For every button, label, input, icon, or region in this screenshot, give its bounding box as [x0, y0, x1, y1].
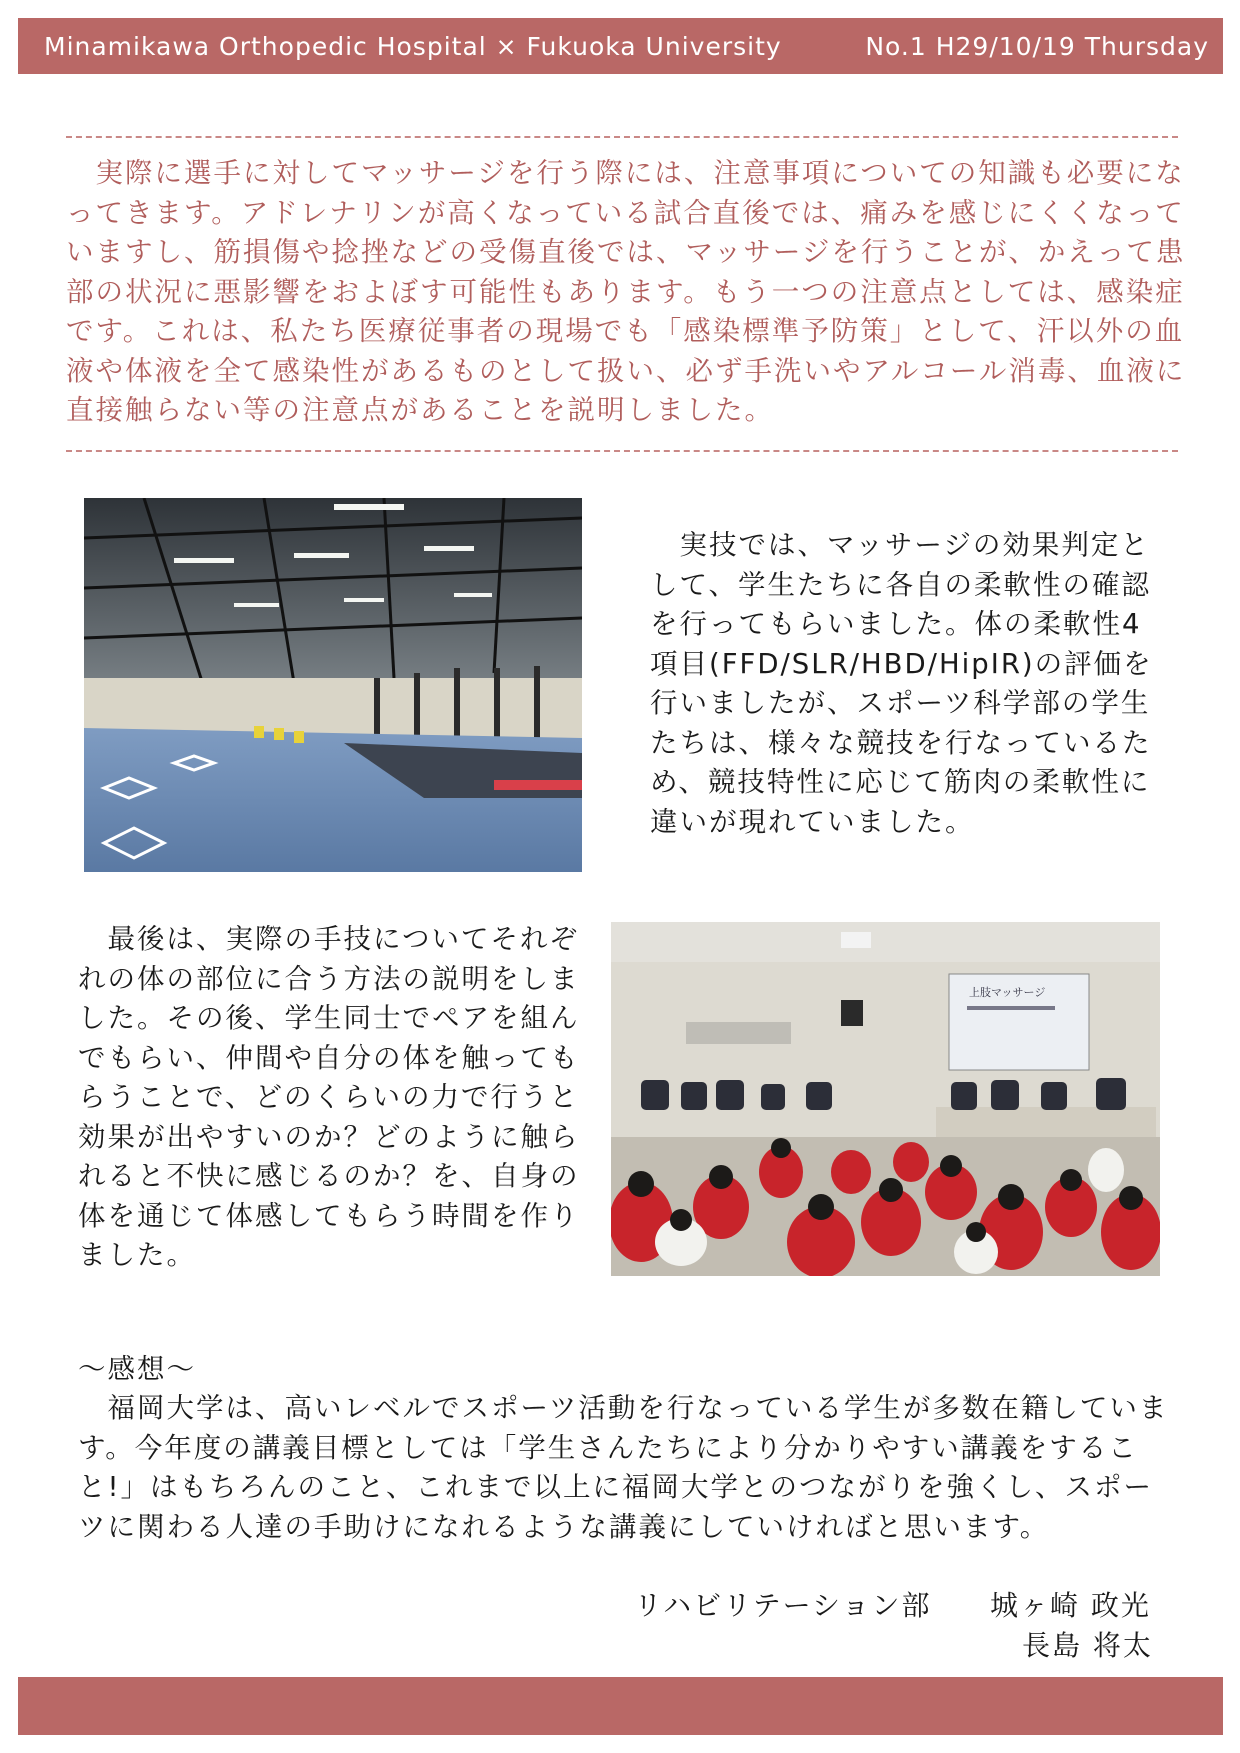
- intro-paragraph: 実際に選手に対してマッサージを行う際には、注意事項についての知識も必要になってきます。アドレナリンが高くなっている試合直後では、痛みを感じにくくなっていますし、筋損傷や捻挫などの受傷直後では、マッサージを行うことが、かえって患部の状況に悪影響をおよぼす可能性もあります。もう一つの注意点としては、感染症です。これは、私たち医療従事者の現場でも「感染標準予防策」として、汗以外の血液や体液を全て感染性があるものとして扱い、必ず手洗いやアルコール消毒、血液に直接触らない等の注意点があることを説明しました。: [66, 157, 1186, 426]
- header-bar: [18, 18, 1223, 74]
- technique-paragraph: 最後は、実際の手技についてそれぞれの体の部位に合う方法の説明をしました。その後、学生同士でペアを組んでもらい、仲間や自分の体を触ってもらうことで、どのくらいの力で行うと効果が出やすいのか？どのように触られると不快に感じるのか？を、自身の体を通じて体感してもらう時間を作りました。: [78, 923, 580, 1271]
- signature-department: リハビリテーション部: [634, 1589, 932, 1622]
- flexibility-paragraph: 実技では、マッサージの効果判定として、学生たちに各自の柔軟性の確認を行ってもらいました。体の柔軟性4 項目(FFD/SLR/HBD/HipIR)の評価を行いましたが、スポーツ科学部の学生たちは、様々な競技を行なっているため、競技特性に応じて筋肉の柔軟性に違いが現れていました。: [650, 529, 1153, 838]
- signature-name-2: 長島 将太: [1022, 1629, 1153, 1662]
- header-left-title: Minamikawa Orthopedic Hospital × Fukuoka University: [44, 31, 782, 61]
- impressions-paragraph: 福岡大学は、高いレベルでスポーツ活動を行なっている学生が多数在籍しています。今年度の講義目標としては「学生さんたちにより分かりやすい講義をすること!」はもちろんのこと、これまで以上に福岡大学とのつながりを強くし、スポーツに関わる人達の手助けになれるような講義にしていければと思います。: [78, 1392, 1169, 1543]
- gym-photo: [84, 498, 582, 872]
- divider-bottom: [66, 450, 1178, 452]
- impressions-heading: ～感想～: [78, 1353, 196, 1385]
- header-issue-date: No.1 H29/10/19 Thursday: [865, 31, 1209, 61]
- screen-title: 上肢マッサージ: [969, 986, 1046, 999]
- lecture-photo: [611, 922, 1160, 1276]
- footer-bar: [18, 1677, 1223, 1735]
- signature-name-1: 城ヶ崎 政光: [990, 1589, 1151, 1622]
- divider-top: [66, 136, 1178, 138]
